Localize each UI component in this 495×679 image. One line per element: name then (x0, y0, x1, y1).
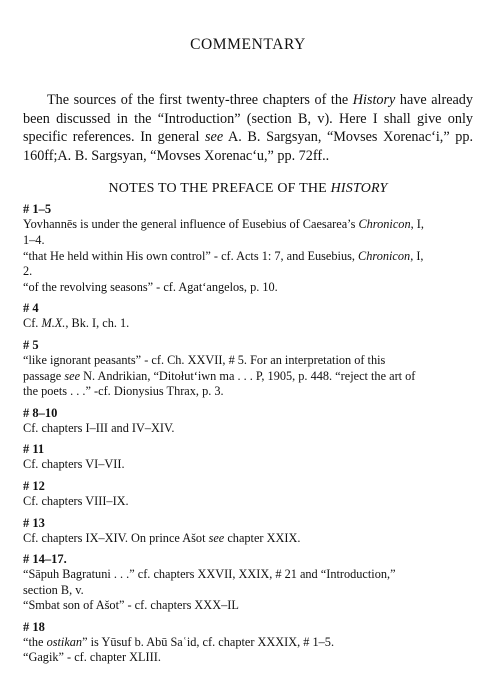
intro-italic-see: see (205, 129, 224, 146)
note-line (23, 635, 473, 651)
intro-text-2: have already been discussed in the “Introduction” (section B, v). Here I shall give only specific references. In general (23, 92, 473, 146)
section-heading-text: NOTES TO THE PREFACE OF THE (108, 181, 331, 197)
note-line: “like ignorant peasants” - cf. Ch. XXVII, # 5. For an interpretation of this (23, 352, 386, 367)
note-line: “Gagik” - cf. chapter XLIII. (23, 650, 161, 665)
note-text: passage (23, 368, 65, 383)
note-line: “of the revolving seasons” - cf. Agatʻangelos, p. 10. (23, 279, 278, 294)
section-heading (23, 180, 473, 198)
intro-text-1: The sources of the first twenty-three chapters of the (47, 92, 353, 108)
note-text: ” is Yūsuf b. Abū Saʿid, cf. chapter XXXIX, # 1–5. (82, 634, 335, 649)
intro-paragraph (23, 91, 473, 165)
note-italic: see (64, 368, 81, 383)
note-line: Cf. chapters I–III and IV–XIV. (23, 420, 175, 435)
note-text: “the (23, 634, 47, 649)
note-italic: Chronicon (358, 217, 411, 232)
note-line (23, 531, 473, 547)
page-title: COMMENTARY (190, 36, 306, 53)
note-heading-14-17: # 14–17. (23, 552, 67, 567)
note-line: Cf. chapters VI–VII. (23, 457, 125, 472)
note-heading-13: # 13 (23, 515, 45, 530)
note-italic: Chronicon (358, 248, 411, 263)
note-line (23, 369, 473, 385)
note-heading-1-5: # 1–5 (23, 202, 52, 217)
note-text: Yovhannēs is under the general influence of Eusebius of Caesarea’s (23, 217, 359, 232)
note-text: N. Andrikian, “Ditołutʻiwn ma . . . P, 1905, p. 448. “reject the art of (80, 368, 416, 383)
note-line (23, 316, 473, 332)
note-text: chapter XXIX. (224, 530, 301, 545)
note-text: , I, (410, 217, 424, 232)
note-line: the poets . . .” -cf. Dionysius Thrax, p. 3. (23, 384, 224, 399)
note-line: section B, v. (23, 582, 84, 597)
note-line: “Sāpuh Bagratuni . . .” cf. chapters XXVII, XXIX, # 21 and “Introduction,” (23, 567, 396, 582)
section-heading-italic: HISTORY (330, 181, 388, 197)
note-heading-12: # 12 (23, 478, 45, 493)
note-heading-11: # 11 (23, 442, 45, 457)
note-heading-18: # 18 (23, 619, 45, 634)
note-text: , I, (410, 248, 424, 263)
note-text: Cf. (23, 316, 42, 331)
note-italic: ostikan (46, 634, 83, 649)
note-italic: see (208, 530, 225, 545)
intro-text-3: A. B. Sargsyan, “Movses Xorenacʻi,” pp. 160ff;A. B. Sargsyan, “Movses Xorenacʻu,” pp. 72ff.. (23, 129, 473, 164)
note-line: “Smbat son of Ašot” - cf. chapters XXX–IL (23, 598, 239, 613)
note-line (23, 249, 473, 265)
intro-italic-history: History (352, 92, 396, 108)
note-text: “that He held within His own control” - cf. Acts 1: 7, and Eusebius, (23, 248, 359, 263)
note-line: 1–4. (23, 232, 45, 247)
note-line: Cf. chapters VIII–IX. (23, 493, 129, 508)
note-italic: M.X. (41, 316, 66, 331)
note-line (23, 217, 473, 233)
note-heading-8-10: # 8–10 (23, 405, 58, 420)
notes-list (23, 202, 473, 666)
note-heading-4: # 4 (23, 301, 39, 316)
note-heading-5: # 5 (23, 337, 39, 352)
note-text: Cf. chapters IX–XIV. On prince Ašot (23, 530, 209, 545)
note-text: , Bk. I, ch. 1. (65, 316, 130, 331)
note-line: 2. (23, 264, 33, 279)
